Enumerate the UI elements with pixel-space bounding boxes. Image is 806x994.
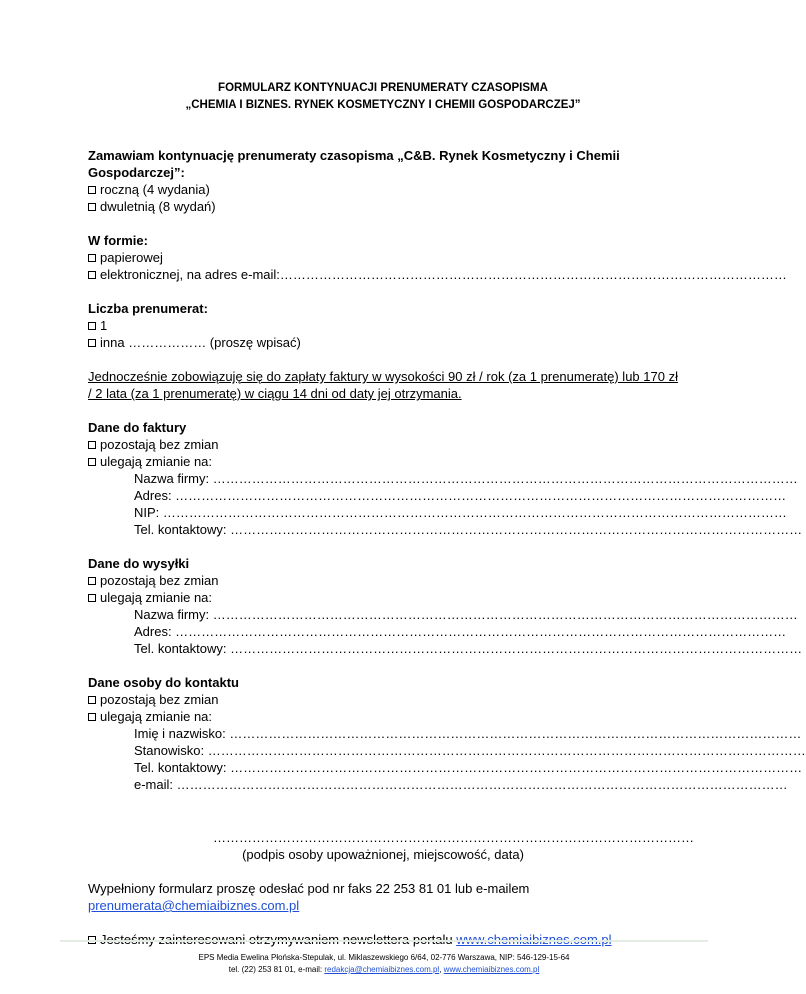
order-heading: Zamawiam kontynuację prenumeraty czasopisma „C&B. Rynek Kosmetyczny i Chemii Gospodarczej”: bbox=[88, 148, 620, 180]
option-label: roczną (4 wydania) bbox=[100, 182, 210, 197]
footer-company-info: EPS Media Ewelina Płońska-Stepulak, ul. Miklaszewskiego 6/64, 02-776 Warszawa, NIP: 546-129-15-64 bbox=[198, 953, 570, 962]
count-option-one[interactable] bbox=[88, 317, 678, 334]
checkbox[interactable] bbox=[88, 339, 96, 347]
footer bbox=[0, 952, 768, 976]
form-title-line-2: „CHEMIA I BIZNES. RYNEK KOSMETYCZNY I CHEMII GOSPODARCZEJ” bbox=[185, 99, 581, 111]
contact-heading: Dane osoby do kontaktu bbox=[88, 675, 239, 690]
signature-block bbox=[88, 829, 694, 863]
signature-caption: (podpis osoby upoważnionej, miejscowość, data) bbox=[242, 847, 524, 862]
form-type-heading: W formie: bbox=[88, 233, 148, 248]
checkbox[interactable] bbox=[88, 458, 96, 466]
shipping-section bbox=[88, 555, 803, 657]
payment-commitment: Jednocześnie zobowiązuję się do zapłaty faktury w wysokości 90 zł / rok (za 1 prenumeratę) lub 170 zł / 2 lata (za 1 prenumeratę) w ciągu 14 dni od daty jej otrzymania. bbox=[88, 369, 678, 401]
checkbox[interactable] bbox=[88, 203, 96, 211]
count-section bbox=[88, 300, 678, 351]
checkbox[interactable] bbox=[88, 441, 96, 449]
option-label: papierowej bbox=[100, 250, 163, 265]
invoice-section bbox=[88, 419, 803, 538]
signature-line[interactable]: ………………………………………………………………………………………………… bbox=[213, 830, 694, 845]
send-text: Wypełniony formularz proszę odesłać pod nr faks 22 253 81 01 lub e-mailem bbox=[88, 881, 530, 896]
order-option-two-year[interactable] bbox=[88, 198, 678, 215]
order-option-annual[interactable] bbox=[88, 181, 678, 198]
invoice-option-unchanged[interactable] bbox=[88, 436, 678, 453]
subscription-email-link[interactable]: prenumerata@chemiaibiznes.com.pl bbox=[88, 898, 300, 913]
checkbox[interactable] bbox=[88, 271, 96, 279]
contact-field-phone[interactable]: Tel. kontaktowy: …………………………………………………………………………………………………………………… bbox=[134, 760, 803, 775]
checkbox[interactable] bbox=[88, 713, 96, 721]
shipping-option-changed[interactable] bbox=[88, 589, 678, 606]
form-page bbox=[88, 80, 806, 948]
form-type-section bbox=[88, 232, 787, 283]
contact-field-name[interactable]: Imię i nazwisko: …………………………………………………………………………………………………………………… bbox=[134, 726, 802, 741]
send-instructions bbox=[88, 880, 678, 914]
invoice-field-company[interactable]: Nazwa firmy: ……………………………………………………………………………………………………………………… bbox=[134, 471, 798, 486]
footer-phone-label: tel. (22) 253 81 01, e-mail: bbox=[228, 965, 323, 974]
footer-contact-info bbox=[0, 964, 768, 976]
footer-separator: , bbox=[439, 965, 442, 974]
option-label: elektronicznej, na adres e-mail:……………………………………………………………………………………………………… bbox=[100, 267, 787, 282]
option-label: dwuletnią (8 wydań) bbox=[100, 199, 216, 214]
option-label: pozostają bez zmian bbox=[100, 437, 219, 452]
checkbox[interactable] bbox=[88, 186, 96, 194]
checkbox[interactable] bbox=[88, 594, 96, 602]
count-heading: Liczba prenumerat: bbox=[88, 301, 208, 316]
order-section bbox=[88, 147, 678, 215]
count-option-other[interactable] bbox=[88, 334, 678, 351]
form-title-line-1: FORMULARZ KONTYNUACJI PRENUMERATY CZASOPISMA bbox=[218, 82, 548, 94]
option-label: ulegają zmianie na: bbox=[100, 709, 213, 724]
checkbox[interactable] bbox=[88, 696, 96, 704]
shipping-field-company[interactable]: Nazwa firmy: ……………………………………………………………………………………………………………………… bbox=[134, 607, 798, 622]
checkbox[interactable] bbox=[88, 322, 96, 330]
invoice-heading: Dane do faktury bbox=[88, 420, 187, 435]
option-label: pozostają bez zmian bbox=[100, 573, 219, 588]
footer-website-link[interactable]: www.chemiaibiznes.com.pl bbox=[443, 965, 540, 974]
shipping-heading: Dane do wysyłki bbox=[88, 556, 190, 571]
shipping-option-unchanged[interactable] bbox=[88, 572, 678, 589]
option-label: ulegają zmianie na: bbox=[100, 590, 213, 605]
shipping-field-address[interactable]: Adres: …………………………………………………………………………………………………………………………… bbox=[134, 624, 787, 639]
contact-field-position[interactable]: Stanowisko: ………………………………………………………………………………………………………………………… bbox=[134, 743, 806, 758]
shipping-field-phone[interactable]: Tel. kontaktowy: …………………………………………………………………………………………………………………… bbox=[134, 641, 803, 656]
footer-divider bbox=[60, 940, 708, 942]
checkbox[interactable] bbox=[88, 254, 96, 262]
checkbox[interactable] bbox=[88, 577, 96, 585]
form-type-option-paper[interactable] bbox=[88, 249, 678, 266]
option-label: inna ……………… (proszę wpisać) bbox=[100, 335, 301, 350]
invoice-field-nip[interactable]: NIP: ……………………………………………………………………………………………………………………………… bbox=[134, 505, 787, 520]
invoice-field-address[interactable]: Adres: …………………………………………………………………………………………………………………………… bbox=[134, 488, 787, 503]
form-type-option-electronic[interactable] bbox=[88, 266, 787, 283]
invoice-field-phone[interactable]: Tel. kontaktowy: …………………………………………………………………………………………………………………… bbox=[134, 522, 803, 537]
contact-option-unchanged[interactable] bbox=[88, 691, 678, 708]
option-label: 1 bbox=[100, 318, 108, 333]
option-label: ulegają zmianie na: bbox=[100, 454, 213, 469]
contact-section bbox=[88, 674, 806, 793]
contact-field-email[interactable]: e-mail: …………………………………………………………………………………………………………………………… bbox=[134, 777, 788, 792]
option-label: pozostają bez zmian bbox=[100, 692, 219, 707]
contact-option-changed[interactable] bbox=[88, 708, 678, 725]
invoice-option-changed[interactable] bbox=[88, 453, 678, 470]
footer-email-link[interactable]: redakcja@chemiaibiznes.com.pl bbox=[324, 965, 440, 974]
